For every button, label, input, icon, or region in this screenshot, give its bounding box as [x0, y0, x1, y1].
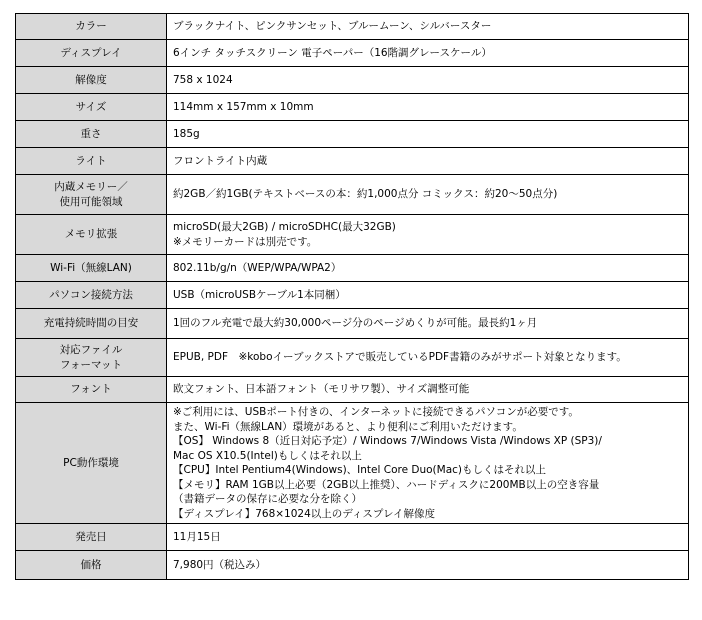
- spec-label: 重さ: [80, 127, 102, 140]
- spec-table: [15, 13, 689, 580]
- spec-value: 185g: [173, 127, 200, 140]
- spec-label: ライト: [75, 154, 107, 167]
- spec-label-cell: [16, 551, 167, 580]
- spec-value-cell: [167, 524, 689, 551]
- spec-label-cell: [16, 524, 167, 551]
- spec-row: [16, 403, 689, 524]
- spec-label-cell: [16, 94, 167, 121]
- spec-row: [16, 255, 689, 282]
- spec-value-cell: [167, 94, 689, 121]
- spec-row: [16, 309, 689, 339]
- spec-label: 使用可能領域: [59, 195, 123, 208]
- spec-value-cell: [167, 309, 689, 339]
- spec-label-cell: [16, 339, 167, 377]
- spec-value-cell: [167, 148, 689, 175]
- spec-value: 欧文フォント、日本語フォント（モリサワ製）、サイズ調整可能: [173, 383, 470, 396]
- spec-label-cell: [16, 14, 167, 40]
- spec-label: フォーマット: [59, 358, 123, 371]
- spec-label-cell: [16, 309, 167, 339]
- spec-label: 充電持続時間の目安: [43, 317, 139, 330]
- spec-label: フォント: [70, 383, 112, 396]
- spec-value: 【メモリ】RAM 1GB以上必要（2GB以上推奨）、ハードディスクに200MB以上の空き容量: [173, 478, 600, 491]
- spec-value-cell: [167, 175, 689, 215]
- spec-value: 11月15日: [173, 530, 221, 543]
- spec-label-cell: [16, 175, 167, 215]
- spec-value-cell: [167, 255, 689, 282]
- spec-label: 内蔵メモリー／: [54, 181, 128, 193]
- spec-row: [16, 148, 689, 175]
- spec-value: 1回のフル充電で最大約30,000ページ分のページめくりが可能。最長約1ヶ月: [173, 317, 538, 330]
- spec-label-cell: [16, 215, 167, 255]
- spec-label-cell: [16, 255, 167, 282]
- spec-row: [16, 94, 689, 121]
- spec-row: [16, 282, 689, 309]
- spec-table-body: [16, 14, 689, 580]
- spec-value: USB（microUSBケーブル1本同梱）: [173, 288, 346, 301]
- spec-label: Wi-Fi（無線LAN): [50, 261, 132, 274]
- spec-value: 7,980円（税込み）: [173, 558, 267, 571]
- spec-label: 解像度: [75, 73, 107, 86]
- spec-label: サイズ: [75, 100, 107, 113]
- spec-value: ブラックナイト、ピンクサンセット、ブルームーン、シルバースター: [173, 20, 492, 33]
- spec-label-cell: [16, 121, 167, 148]
- spec-value-cell: [167, 14, 689, 40]
- spec-value-cell: [167, 551, 689, 580]
- spec-label-cell: [16, 40, 167, 67]
- spec-label-cell: [16, 282, 167, 309]
- spec-value-cell: [167, 215, 689, 255]
- spec-label-cell: [16, 377, 167, 403]
- spec-value: Mac OS X10.5(Intel)もしくはそれ以上: [173, 449, 362, 462]
- spec-row: [16, 121, 689, 148]
- spec-value: （書籍データの保存に必要な分を除く）: [173, 493, 362, 505]
- spec-row: [16, 175, 689, 215]
- spec-label: 価格: [80, 558, 102, 571]
- spec-row: [16, 524, 689, 551]
- spec-value: ※ご利用には、USBポート付きの、インターネットに接続できるパソコンが必要です。: [173, 406, 579, 418]
- spec-value-cell: [167, 121, 689, 148]
- spec-value: 114mm x 157mm x 10mm: [173, 100, 314, 113]
- spec-value-cell: [167, 282, 689, 309]
- spec-row: [16, 339, 689, 377]
- spec-value: 【OS】 Windows 8（近日対応予定）/ Windows 7/Windows Vista /Windows XP (SP3)/: [173, 435, 602, 447]
- spec-value: 【CPU】Intel Pentium4(Windows)、Intel Core Duo(Mac)もしくはそれ以上: [173, 464, 547, 476]
- spec-row: [16, 40, 689, 67]
- spec-label: 対応ファイル: [59, 344, 123, 356]
- spec-value-cell: [167, 377, 689, 403]
- spec-value: 802.11b/g/n（WEP/WPA/WPA2）: [173, 261, 342, 274]
- spec-label: メモリ拡張: [64, 228, 118, 241]
- spec-value: ※メモリーカードは別売です。: [173, 235, 318, 248]
- spec-value: 758 x 1024: [173, 73, 233, 86]
- spec-row: [16, 215, 689, 255]
- spec-value: フロントライト内蔵: [173, 154, 268, 167]
- spec-value: EPUB, PDF ※koboイーブックストアで販売しているPDF書籍のみがサポート対象となります。: [173, 351, 627, 364]
- spec-label: PC動作環境: [63, 456, 119, 469]
- spec-label: ディスプレイ: [60, 46, 122, 59]
- spec-value-cell: [167, 67, 689, 94]
- spec-value: また、Wi-Fi（無線LAN）環境があると、より便利にご利用いただけます。: [173, 420, 523, 433]
- spec-value: microSD(最大2GB) / microSDHC(最大32GB): [173, 221, 396, 233]
- spec-label: カラー: [75, 20, 107, 33]
- spec-value-cell: [167, 403, 689, 524]
- spec-value: 6インチ タッチスクリーン 電子ペーパー（16階調グレースケール）: [173, 46, 492, 59]
- spec-row: [16, 377, 689, 403]
- spec-row: [16, 67, 689, 94]
- spec-value-cell: [167, 339, 689, 377]
- spec-label: パソコン接続方法: [49, 288, 133, 301]
- spec-label-cell: [16, 148, 167, 175]
- spec-value-cell: [167, 40, 689, 67]
- spec-row: [16, 551, 689, 580]
- spec-value: 【ディスプレイ】768×1024以上のディスプレイ解像度: [173, 507, 435, 520]
- spec-value: 約2GB／約1GB(テキストベースの本：約1,000点分 コミックス：約20～50点分): [173, 188, 558, 201]
- spec-label-cell: [16, 67, 167, 94]
- spec-label-cell: [16, 403, 167, 524]
- spec-row: [16, 14, 689, 40]
- spec-label: 発売日: [75, 530, 107, 543]
